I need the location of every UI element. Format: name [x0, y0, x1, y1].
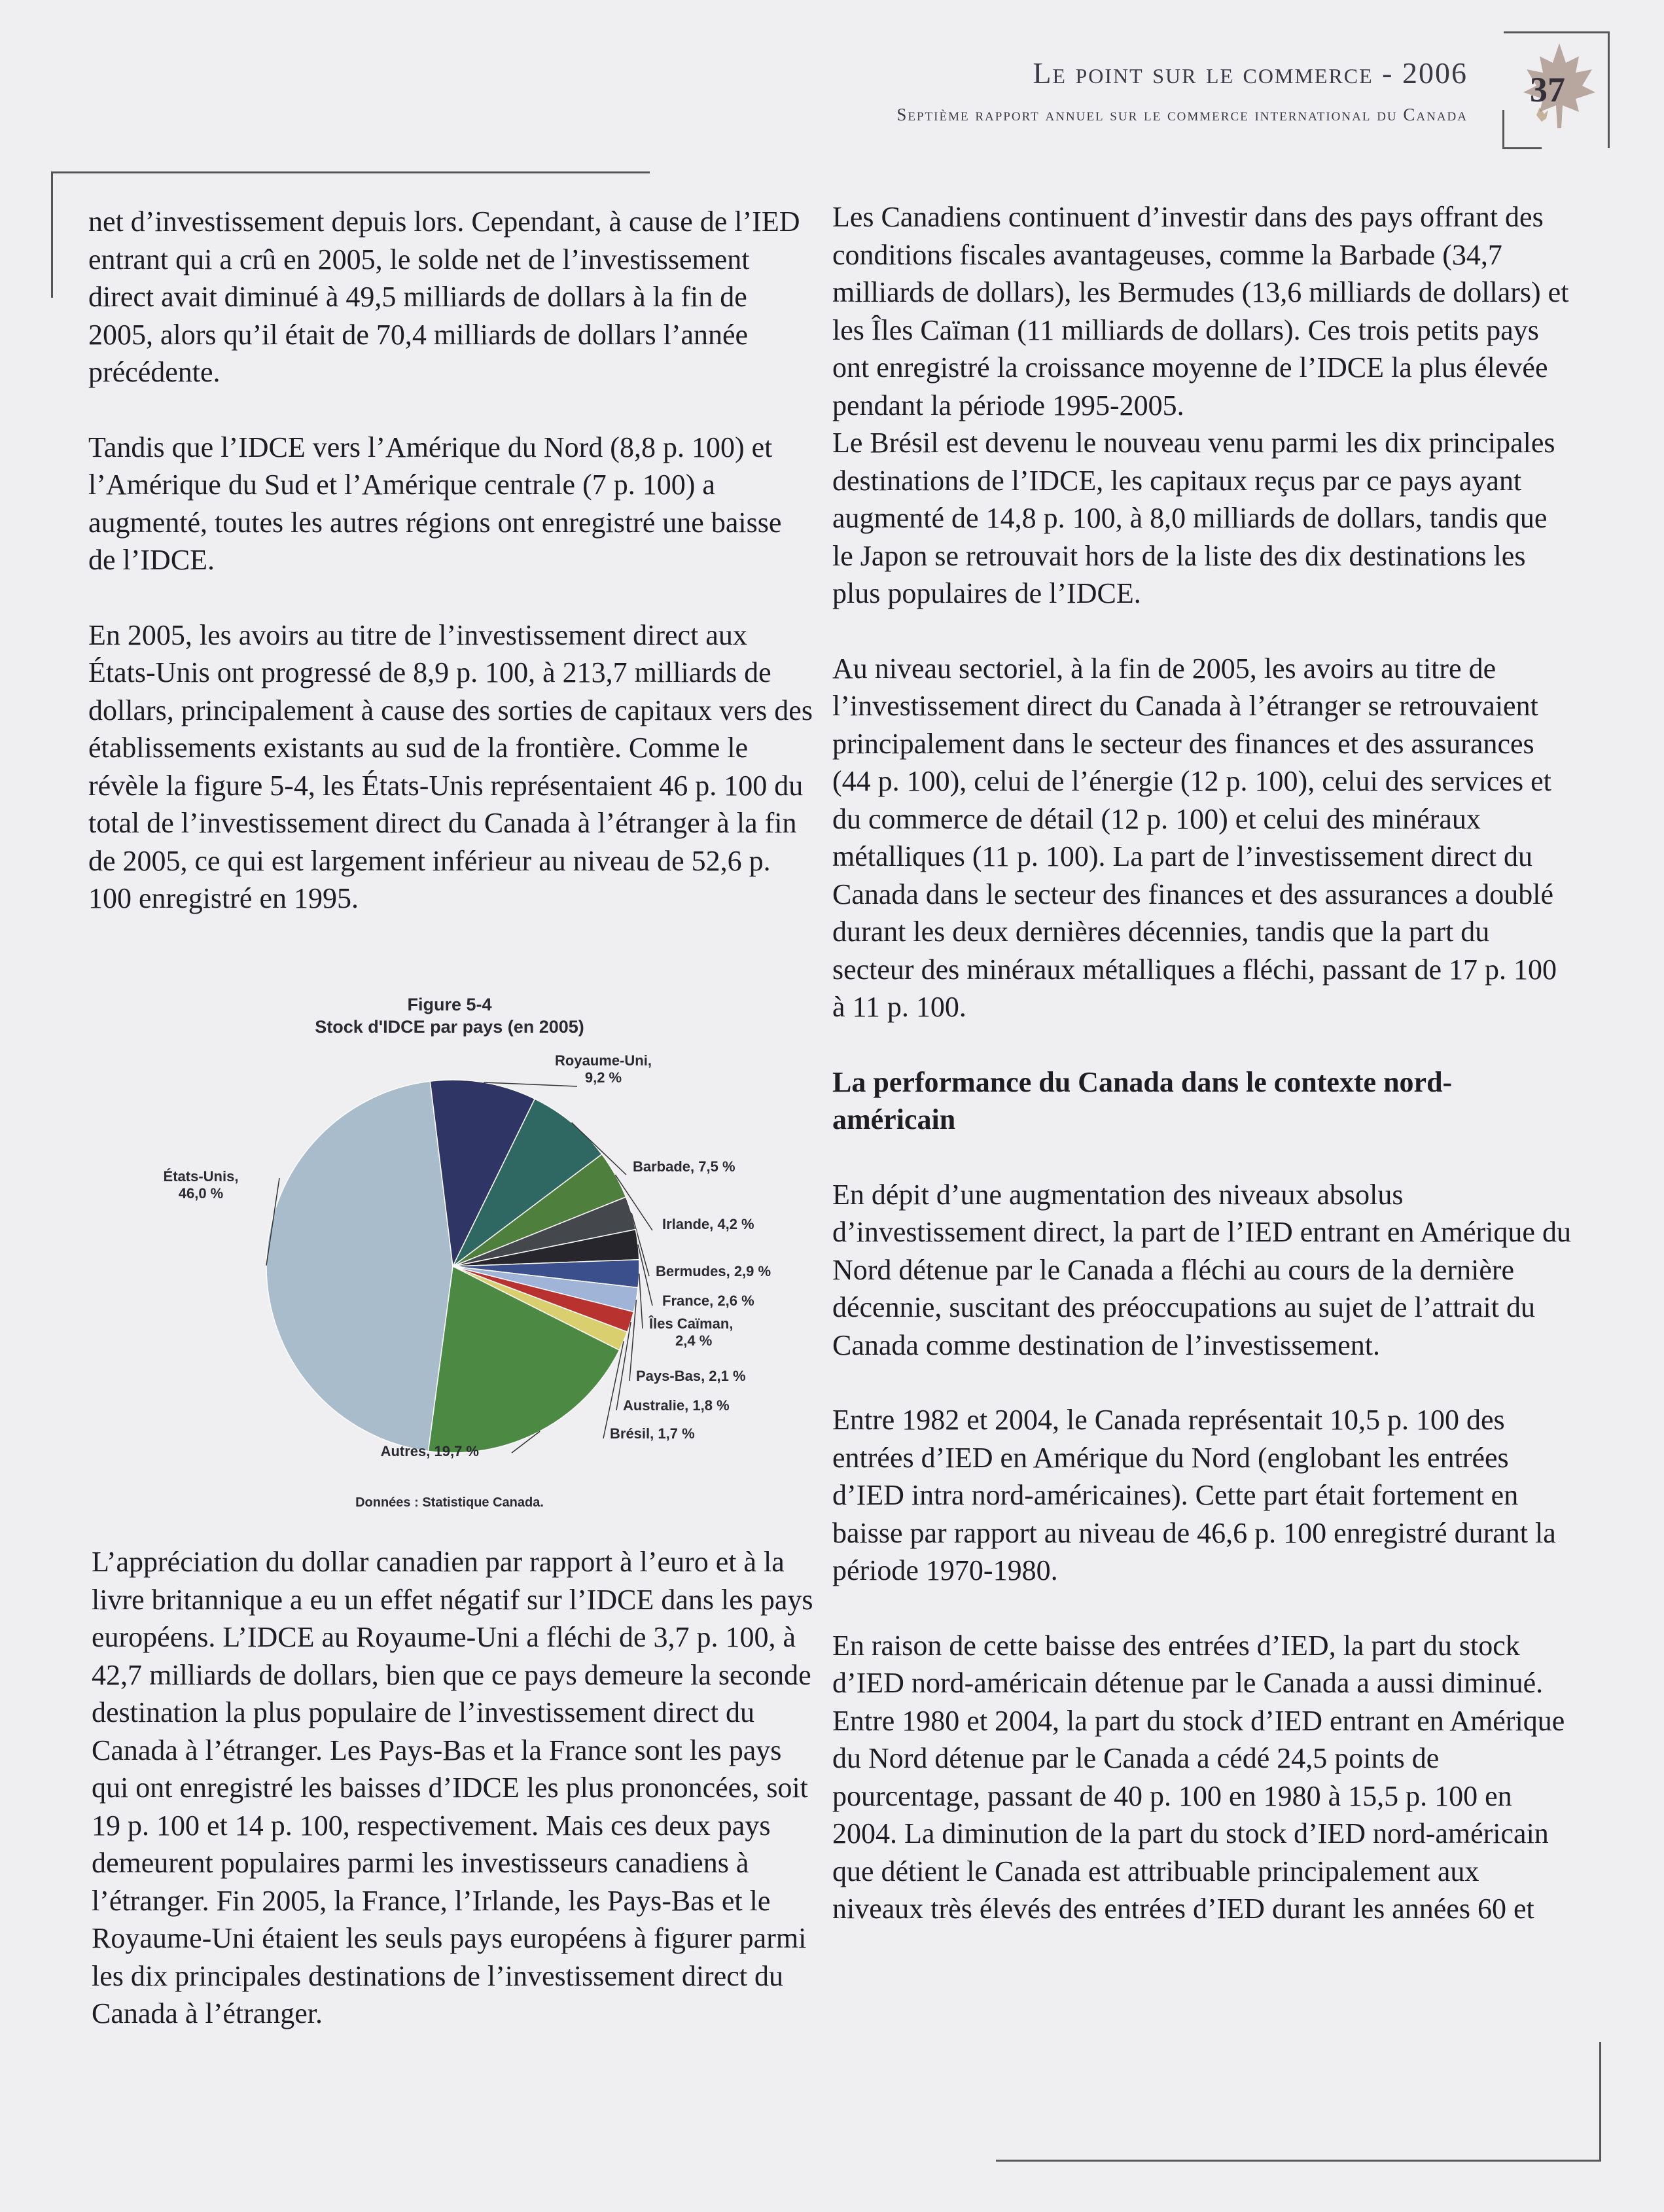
paragraph: net d’investissement depuis lors. Cependant, à cause de l’IED entrant qui a crû en 2005, le solde net de l’investissement direct avait diminué à 49,5 milliards de dollars à la fin de 2005, alors qu’il était de 70,4 milliards de dollars l’année précédente.: [88, 205, 800, 388]
slice-label: Royaume-Uni, 9,2 %: [555, 1052, 652, 1086]
paragraph: En dépit d’une augmentation des niveaux absolus d’investissement direct, la part de l’IED entrant en Amérique du Nord détenue par le Canada a fléchi au cours de la dernière décennie, suscitant des préoccupations au sujet de l’attrait du Canada comme destination de l’investissement.: [832, 1178, 1571, 1361]
paragraph: En raison de cette baisse des entrées d’IED, la part du stock d’IED nord-américain détenue par le Canada a aussi diminué. Entre 1980 et 2004, la part du stock d’IED entrant en Amérique du Nord détenue par le Canada a cédé 24,5 points de pourcentage, passant de 40 p. 100 en 1980 à 15,5 p. 100 en 2004. La diminution de la part du stock d’IED nord-américain que détient le Canada est attribuable principalement aux niveaux très élevés des entrées d’IED durant les années 60 et: [832, 1629, 1565, 1925]
left-column-bottom: [92, 1543, 818, 2070]
frame-bottom-right: [996, 2042, 1601, 2162]
paragraph: Les Canadiens continuent d’investir dans des pays offrant des conditions fiscales avantageuses, comme la Barbade (34,7 milliards de dollars), les Bermudes (13,6 milliards de dollars) et les Îles Caïman (11 milliards de dollars). Ces trois petits pays ont enregistré la croissance moyenne de l’IDCE la plus élevée pendant la période 1995-2005.: [832, 201, 1569, 421]
pie-slice: [266, 1081, 453, 1451]
figure-label: Figure 5-4: [407, 995, 492, 1014]
slice-label: France, 2,6 %: [662, 1293, 754, 1309]
slice-label: Îles Caïman, 2,4 %: [649, 1315, 734, 1349]
slice-label: Bermudes, 2,9 %: [656, 1263, 771, 1279]
page-number: 37: [1530, 70, 1565, 109]
figure-title: Stock d'IDCE par pays (en 2005): [315, 1017, 584, 1037]
page-number-box: [1504, 31, 1610, 148]
header-subtitle: Septième rapport annuel sur le commerce international du Canada: [896, 105, 1468, 124]
figure-5-4: [145, 995, 826, 1518]
slice-label: Barbade, 7,5 %: [633, 1158, 735, 1175]
figure-source: Données : Statistique Canada.: [355, 1495, 544, 1510]
right-column: [832, 198, 1572, 1965]
corner-bracket: [1502, 110, 1542, 149]
paragraph: Le Brésil est devenu le nouveau venu parmi les dix principales destinations de l’IDCE, les capitaux reçus par ce pays ayant augmenté de 14,8 p. 100, à 8,0 milliards de dollars, tandis que le Japon se retrouvait hors de la liste des dix destinations les plus populaires de l’IDCE.: [832, 427, 1555, 609]
slice-label: Australie, 1,8 %: [623, 1397, 730, 1414]
paragraph: Au niveau sectoriel, à la fin de 2005, les avoirs au titre de l’investissement direct du Canada à l’étranger se retrouvaient principalement dans le secteur des finances et des assurances (44 p. 100), celui de l’énergie (12 p. 100), celui des services et du commerce de détail (12 p. 100) et celui des minéraux métalliques (11 p. 100). La part de l’investissement direct du Canada dans le secteur des finances et des assurances a doublé durant les deux dernières décennies, tandis que la part du secteur des minéraux métalliques a fléchi, passant de 17 p. 100 à 11 p. 100.: [832, 652, 1557, 1023]
slice-label: États-Unis, 46,0 %: [163, 1168, 239, 1202]
paragraph: Entre 1982 et 2004, le Canada représentait 10,5 p. 100 des entrées d’IED en Amérique du Nord (englobant les entrées d’IED intra nord-américaines). Cette part était fortement en baisse par rapport au niveau de 46,6 p. 100 enregistré durant la période 1970-1980.: [832, 1404, 1556, 1586]
leader-line: [639, 1274, 643, 1329]
left-column-top: [88, 203, 815, 955]
slice-label: Autres, 19,7 %: [380, 1443, 479, 1459]
section-heading: La performance du Canada dans le contexte nord-américain: [832, 1065, 1453, 1135]
header-title: Le point sur le commerce - 2006: [1033, 56, 1468, 90]
running-header: [896, 56, 1468, 125]
paragraph: Tandis que l’IDCE vers l’Amérique du Nord (8,8 p. 100) et l’Amérique du Sud et l’Amérique centrale (7 p. 100) a augmenté, toutes les autres régions ont enregistré une baisse de l’IDCE.: [88, 431, 782, 576]
paragraph: L’appréciation du dollar canadien par rapport à l’euro et à la livre britannique a eu un effet négatif sur l’IDCE dans les pays européens. L’IDCE au Royaume-Uni a fléchi de 3,7 p. 100, à 42,7 milliards de dollars, bien que ce pays demeure la seconde destination la plus populaire de l’investissement direct du Canada à l’étranger. Les Pays-Bas et la France sont les pays qui ont enregistré les baisses d’IDCE les plus prononcées, soit 19 p. 100 et 14 p. 100, respectivement. Mais ces deux pays demeurent populaires parmi les investisseurs canadiens à l’étranger. Fin 2005, la France, l’Irlande, les Pays-Bas et le Royaume-Uni étaient les seuls pays européens à figurer parmi les dix principales destinations de l’investissement direct du Canada à l’étranger.: [92, 1546, 813, 2029]
slice-label: Irlande, 4,2 %: [662, 1216, 754, 1232]
slice-label: Brésil, 1,7 %: [610, 1425, 695, 1442]
slice-label: Pays-Bas, 2,1 %: [636, 1368, 746, 1384]
paragraph: En 2005, les avoirs au titre de l’investissement direct aux États-Unis ont progressé de 8,9 p. 100, à 213,7 milliards de dollars, principalement à cause des sorties de capitaux vers des établissements existants au sud de la frontière. Comme le révèle la figure 5-4, les États-Unis représentaient 46 p. 100 du total de l’investissement direct du Canada à l’étranger à la fin de 2005, ce qui est largement inférieur au niveau de 52,6 p. 100 enregistré en 1995.: [88, 618, 813, 914]
pie-chart: [145, 1041, 826, 1512]
